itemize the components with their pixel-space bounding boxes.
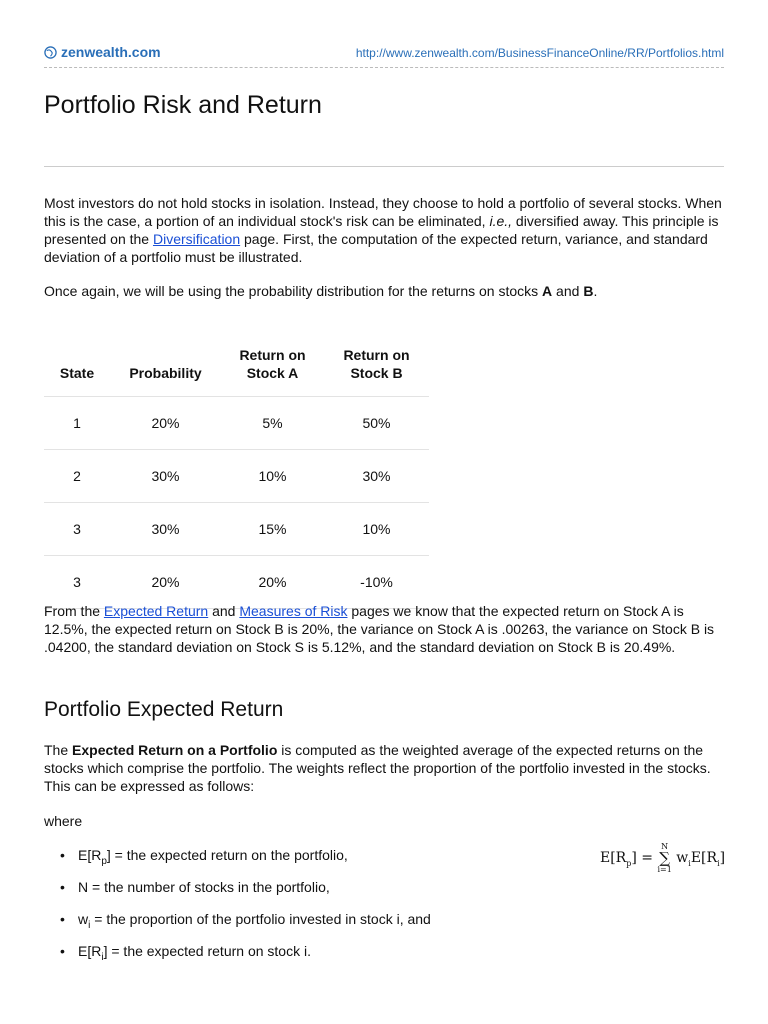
- definitions-list: [78, 846, 431, 974]
- header-return-a: Return on Stock A: [221, 328, 324, 397]
- table-header-row: [44, 328, 429, 397]
- table-row: [44, 397, 429, 450]
- section-heading: Portfolio Expected Return: [44, 698, 284, 721]
- table-cell: 2: [44, 450, 110, 503]
- table-cell: 5%: [221, 397, 324, 450]
- probability-table: [44, 328, 429, 609]
- list-item: • $w_i$ = the proportion of the portfolio invested in stock i, and: [78, 910, 431, 942]
- list-item: • N = the number of stocks in the portfolio,: [78, 878, 431, 910]
- globe-icon: [44, 46, 57, 59]
- page-title: Portfolio Risk and Return: [44, 91, 322, 119]
- expected-return-link[interactable]: Expected Return: [103, 603, 209, 619]
- table-cell: 1: [44, 397, 110, 450]
- site-logo[interactable]: [44, 44, 161, 60]
- diversification-link[interactable]: Diversification: [152, 231, 241, 247]
- measures-of-risk-link[interactable]: Measures of Risk: [239, 603, 348, 619]
- table-cell: 15%: [221, 503, 324, 556]
- header-probability: Probability: [110, 328, 221, 397]
- table-cell: 30%: [110, 450, 221, 503]
- distribution-paragraph: Once again, we will be using the probability distribution for the returns on stocks A and B.: [44, 283, 598, 299]
- summary-paragraph: From the Expected Return and Measures of Risk pages we know that the expected return on Stock A is 12.5%, the expected return on Stock B is 20%, the variance on Stock A is .00263, the variance on Stock B is .04200, the standard deviation on Stock S is 5.12%, and the standard deviation on Stock B is 20.49%.: [44, 603, 715, 655]
- intro-paragraph: Most investors do not hold stocks in isolation. Instead, they choose to hold a portfolio of several stocks. When this is the case, a portion of an individual stock's risk can be eliminated, i.e., diversified away. This principle is presented on the Diversification page. First, the computation of the expected return, variance, and standard deviation of a portfolio must be illustrated.: [44, 195, 722, 265]
- table-cell: 3: [44, 556, 110, 609]
- header-divider: [44, 67, 724, 68]
- table-cell: 20%: [110, 556, 221, 609]
- page-url[interactable]: http://www.zenwealth.com/BusinessFinanceOnline/RR/Portfolios.html: [355, 46, 724, 60]
- table-cell: 50%: [324, 397, 429, 450]
- expected-return-formula: $E[R_p]$ = N ∑ i=1 $w_iE[R_i]$: [600, 842, 726, 874]
- header-return-b: Return on Stock B: [324, 328, 429, 397]
- table-cell: 10%: [221, 450, 324, 503]
- list-item: • $E[R_i]$ = the expected return on stock i.: [78, 942, 431, 974]
- where-label: where: [44, 813, 83, 829]
- table-row: [44, 556, 429, 609]
- table-cell: 3: [44, 503, 110, 556]
- table-cell: -10%: [324, 556, 429, 609]
- page-header: [44, 44, 724, 66]
- table-row: [44, 450, 429, 503]
- table-cell: 30%: [110, 503, 221, 556]
- table-cell: 20%: [221, 556, 324, 609]
- table-cell: 20%: [110, 397, 221, 450]
- table-row: [44, 503, 429, 556]
- site-name: zenwealth.com: [61, 44, 161, 60]
- header-state: State: [44, 328, 110, 397]
- expected-return-paragraph: The Expected Return on a Portfolio is computed as the weighted average of the expected returns on the stocks which comprise the portfolio. The weights reflect the proportion of the portfolio invested in the stocks. This can be expressed as follows:: [44, 742, 711, 794]
- title-divider: [44, 166, 724, 167]
- table-cell: 10%: [324, 503, 429, 556]
- list-item: • $E[R_p]$ = the expected return on the portfolio,: [78, 846, 431, 878]
- table-cell: 30%: [324, 450, 429, 503]
